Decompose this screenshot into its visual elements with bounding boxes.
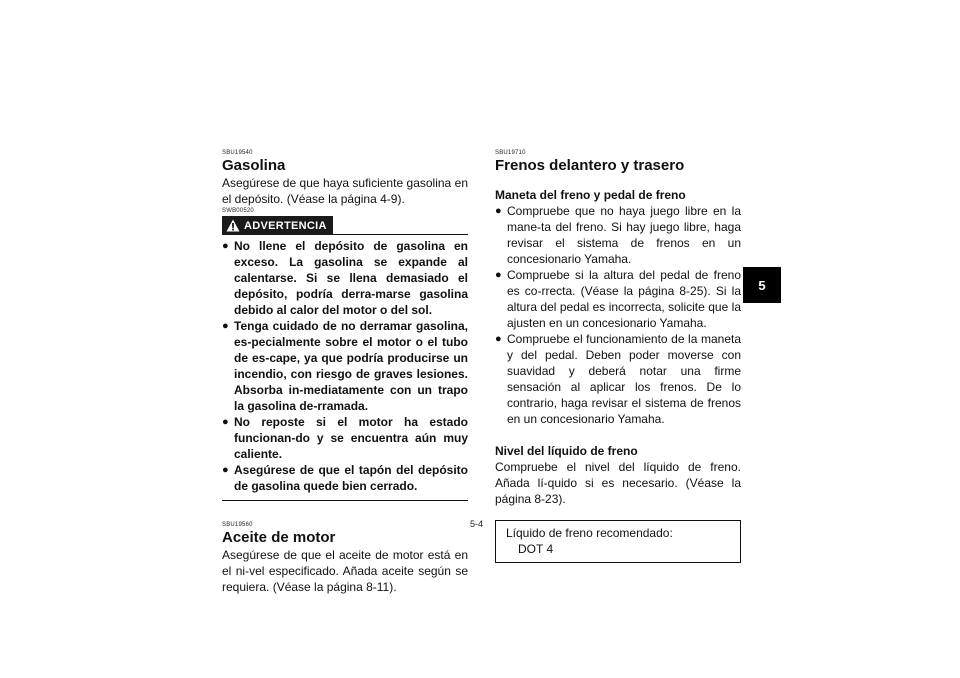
nivel-paragraph: Compruebe el nivel del líquido de freno. Añada lí-quido si es necesario. (Véase la página 8-23). bbox=[495, 460, 741, 506]
warning-triangle-icon bbox=[226, 219, 240, 232]
subheading-maneta: Maneta del freno y pedal de freno bbox=[495, 188, 686, 202]
box-label: Líquido de freno recomendado: bbox=[506, 526, 673, 540]
warning-item: ● No llene el depósito de gasolina en exceso. La gasolina se expande al calentarse. Si se llena demasiado el depósito, podría derra-marse gasolina debido al calor del motor o del sol. bbox=[222, 239, 468, 317]
list-item: ● Compruebe el funcionamiento de la maneta y del pedal. Deben poder moverse con suavidad y deberá notar una firme sensación al aplicar los frenos. De lo contrario, haga revisar el sistema de frenos en un concesionario Yamaha. bbox=[495, 332, 741, 426]
section-heading-aceite: Aceite de motor bbox=[222, 529, 336, 546]
spacer bbox=[495, 427, 741, 443]
section-code: SBU19710 bbox=[495, 150, 526, 156]
list-item: ● Compruebe si la altura del pedal de freno es co-rrecta. (Véase la página 8-25). Si la altura del pedal es incorrecta, solicite que la ajusten en un concesionario Yamaha. bbox=[495, 268, 741, 330]
bullet-icon: ● bbox=[495, 333, 502, 345]
recommended-fluid-box bbox=[495, 520, 741, 563]
bullet-icon: ● bbox=[222, 416, 229, 428]
warning-item: ● No reposte si el motor ha estado funcionan-do y se encuentra aún muy caliente. bbox=[222, 415, 468, 461]
section-code: SBU19540 bbox=[222, 150, 253, 156]
section-code: SBU19560 bbox=[222, 522, 253, 528]
page-number: 5-4 bbox=[470, 519, 484, 529]
bullet-icon: ● bbox=[495, 205, 502, 217]
right-column bbox=[495, 150, 741, 563]
list-item: ● Compruebe que no haya juego libre en la mane-ta del freno. Si hay juego libre, haga revisar el sistema de frenos en un concesionario Yamaha. bbox=[495, 204, 741, 266]
warning-item: ● Tenga cuidado de no derramar gasolina, es-pecialmente sobre el motor o el tubo de es-cape, ya que podría producirse un incendio, con riesgo de graves lesiones. Absorba in-mediatamente con un trapo la gasolina de-rramada. bbox=[222, 319, 468, 413]
gasolina-paragraph: Asegúrese de que haya suficiente gasolina en el depósito. (Véase la página 4-9). bbox=[222, 176, 468, 206]
aceite-paragraph: Asegúrese de que el aceite de motor está en el ni-vel especificado. Añada aceite según se requiera. (Véase la página 8-11). bbox=[222, 548, 468, 594]
bullet-icon: ● bbox=[495, 269, 502, 281]
bullet-icon: ● bbox=[222, 240, 229, 252]
left-column bbox=[222, 150, 468, 595]
section-heading-frenos: Frenos delantero y trasero bbox=[495, 157, 685, 174]
brake-check-list bbox=[495, 203, 741, 427]
warning-badge bbox=[222, 216, 333, 235]
warning-header bbox=[222, 216, 468, 235]
aceite-section bbox=[222, 522, 468, 595]
warning-rule bbox=[333, 234, 468, 235]
spacer bbox=[495, 175, 741, 187]
warning-code: SWB00520 bbox=[222, 208, 254, 214]
warning-label: ADVERTENCIA bbox=[244, 219, 327, 232]
warning-item: ● Asegúrese de que el tapón del depósito de gasolina quede bien cerrado. bbox=[222, 463, 468, 493]
box-value: DOT 4 bbox=[518, 542, 554, 556]
bullet-icon: ● bbox=[222, 464, 229, 476]
warning-end-rule bbox=[222, 500, 468, 501]
warning-list bbox=[222, 238, 468, 494]
section-heading-gasolina: Gasolina bbox=[222, 157, 286, 174]
bullet-icon: ● bbox=[222, 320, 229, 332]
chapter-tab: 5 bbox=[743, 267, 781, 303]
subheading-nivel: Nivel del líquido de freno bbox=[495, 444, 638, 458]
